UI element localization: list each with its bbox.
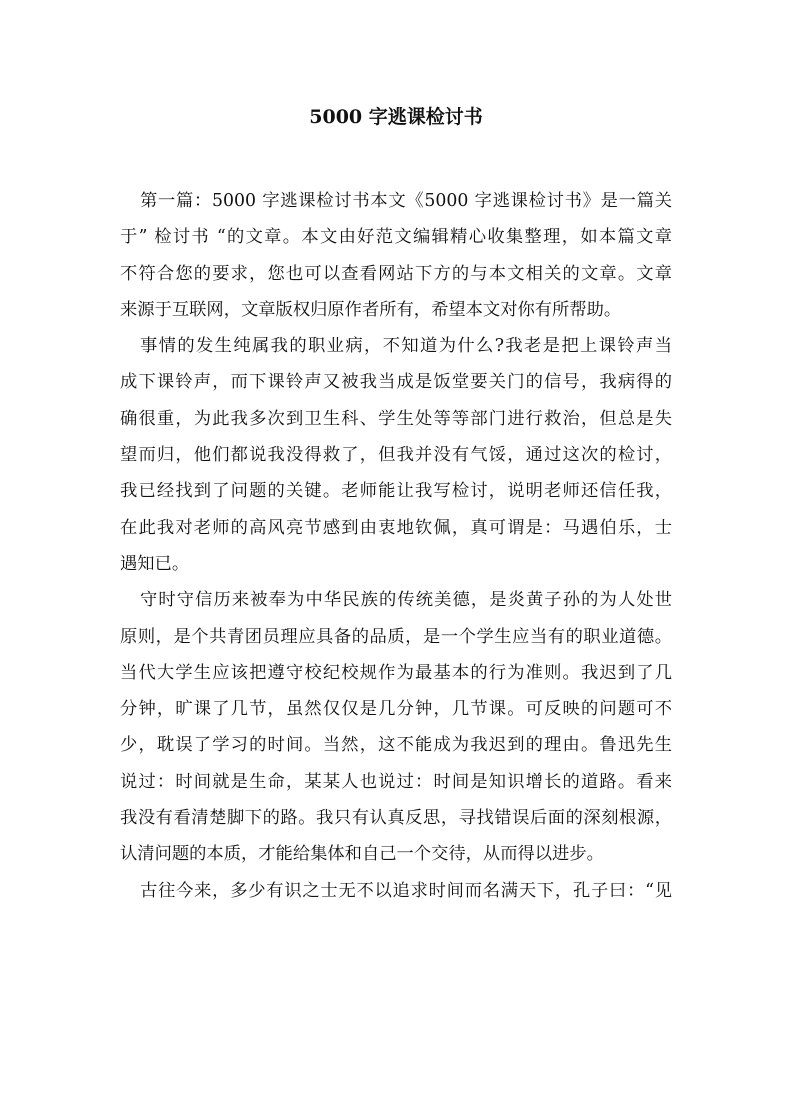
text-line: 我没有看清楚脚下的路。我只有认真反思，寻找错误后面的深刻根源， (120, 808, 672, 829)
text-line: 望而归，他们都说我没得救了，但我并没有气馁，通过这次的检讨， (120, 445, 672, 466)
text-line: 分钟，旷课了几节，虽然仅仅是几分钟，几节课。可反映的问题可不 (120, 699, 672, 720)
text-line: 原则，是个共青团员理应具备的品质，是一个学生应当有的职业道德。 (120, 626, 672, 647)
text-line: 我已经找到了问题的关键。老师能让我写检讨，说明老师还信任我， (120, 481, 672, 502)
text-line: 当代大学生应该把遵守校纪校规作为最基本的行为准则。我迟到了几 (120, 662, 672, 683)
document-body (120, 183, 672, 909)
text-line: 守时守信历来被奉为中华民族的传统美德，是炎黄子孙的为人处世 (140, 590, 672, 611)
paragraph-3 (120, 582, 672, 872)
text-line: 认清问题的本质，才能给集体和自己一个交待，从而得以进步。 (120, 844, 604, 865)
text-line: 来源于互联网，文章版权归原作者所有，希望本文对你有所帮助。 (120, 299, 622, 320)
text-line: 少，耽误了学习的时间。当然，这不能成为我迟到的理由。鲁迅先生 (120, 735, 672, 756)
text-line: 于” 检讨书 “的文章。本文由好范文编辑精心收集整理，如本篇文章 (120, 227, 672, 248)
text-line: 说过：时间就是生命，某某人也说过：时间是知识增长的道路。看来 (120, 771, 672, 792)
paragraph-4 (120, 873, 672, 909)
paragraph-1 (120, 183, 672, 328)
text-line: 不符合您的要求，您也可以查看网站下方的与本文相关的文章。文章 (120, 263, 672, 284)
text-line: 第一篇：5000 字逃课检讨书本文《5000 字逃课检讨书》是一篇关 (140, 191, 672, 211)
text-line: 在此我对老师的高风亮节感到由衷地钦佩，真可谓是：马遇伯乐，士 (120, 517, 672, 538)
page-title: 5000 字逃课检讨书 (309, 106, 483, 128)
text-line: 确很重，为此我多次到卫生科、学生处等等部门进行救治，但总是失 (120, 408, 672, 429)
text-line: 成下课铃声，而下课铃声又被我当成是饭堂要关门的信号，我病得的 (120, 372, 672, 393)
text-line: 遇知已。 (120, 553, 190, 574)
paragraph-2 (120, 328, 672, 582)
text-line: 事情的发生纯属我的职业病，不知道为什么?我老是把上课铃声当 (140, 336, 672, 357)
text-line: 古往今来，多少有识之士无不以追求时间而名满天下，孔子曰：“见 (140, 880, 672, 901)
